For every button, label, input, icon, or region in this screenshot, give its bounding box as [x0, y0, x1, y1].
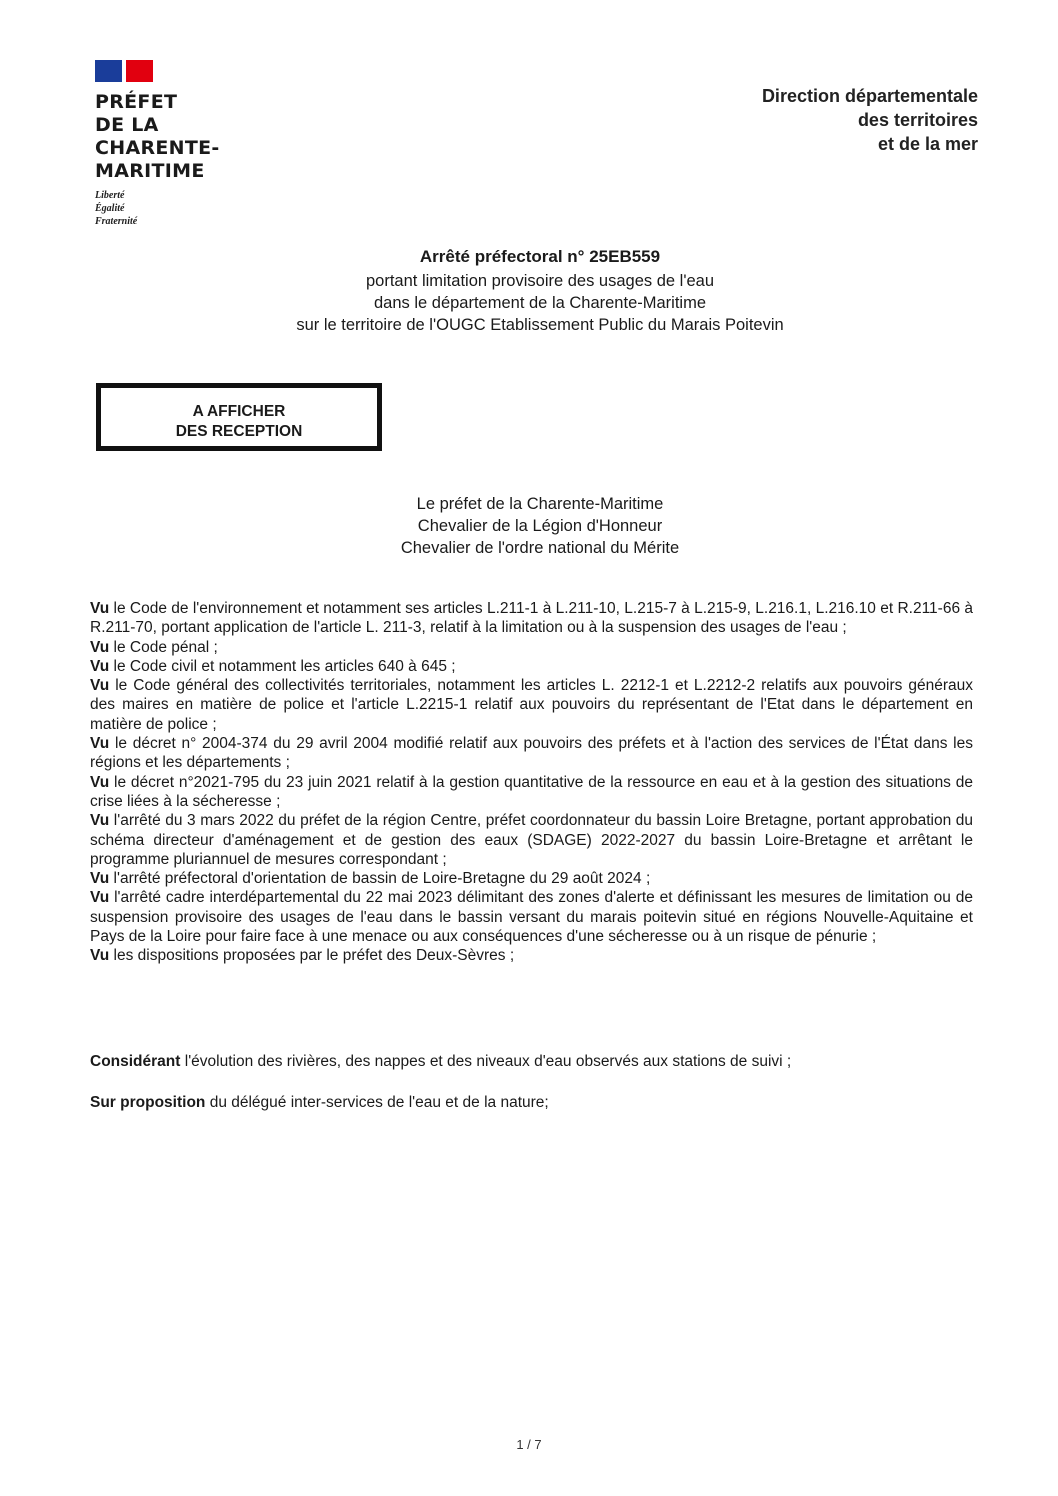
prefecture-name: PRÉFET DE LA CHARENTE- MARITIME	[95, 91, 220, 182]
legal-reference-item: Vu le décret n° 2004-374 du 29 avril 2004 modifié relatif aux pouvoirs des préfets et à l'action des services de l'État dans les régions et les départements ;	[90, 735, 973, 772]
decree-subtitle-line: dans le département de la Charente-Maritime	[373, 294, 706, 312]
decree-number: Arrêté préfectoral n° 25EB559	[419, 247, 661, 266]
legal-reference-item: Vu les dispositions proposées par le préfet des Deux-Sèvres ;	[90, 947, 515, 965]
considerant-paragraph: Considérant l'évolution des rivières, des nappes et des niveaux d'eau observés aux stations de suivi ;	[90, 1053, 792, 1070]
legal-reference-item: Vu le Code général des collectivités territoriales, notamment les articles L. 2212-1 et L.2212-2 relatifs aux pouvoirs généraux des maires en matière de police et l'article L.2215-1 relatif aux pouvoirs du représentant de l'Etat dans le département en matière de police ;	[90, 677, 973, 733]
proposition-paragraph: Sur proposition du délégué inter-services de l'eau et de la nature;	[90, 1094, 549, 1111]
prefecture-logo	[95, 60, 255, 228]
decree-title	[120, 246, 960, 336]
republic-motto: Liberté Égalité Fraternité	[95, 190, 138, 227]
legal-references-list	[90, 599, 973, 966]
legal-reference-item: Vu le Code de l'environnement et notamment ses articles L.211-1 à L.211-10, L.215-7 à L.215-9, L.216.1, L.216.10 et R.211-66 à R.211-70, portant application de l'article L. 211-3, relatif à la limitation ou à la suspension des usages de l'eau ;	[90, 600, 974, 637]
decree-subtitle-line: sur le territoire de l'OUGC Etablissement Public du Marais Poitevin	[296, 316, 784, 334]
legal-reference-item: Vu le décret n°2021-795 du 23 juin 2021 relatif à la gestion quantitative de la ressource en eau et à la gestion des situations de crise liées à la sécheresse ;	[90, 773, 973, 810]
legal-reference-item: Vu l'arrêté cadre interdépartemental du 22 mai 2023 délimitant des zones d'alerte et définissant les mesures de limitation ou de suspension provisoire des usages de l'eau dans le bassin versant du marais poitevin situé en régions Nouvelle-Aquitaine et Pays de la Loire pour faire face à une menace ou aux conséquences d'une sécheresse ou à un risque de pénurie ;	[90, 889, 973, 946]
legal-reference-item: Vu le Code civil et notamment les articles 640 à 645 ;	[90, 657, 456, 675]
marianne-flag-icon	[95, 60, 153, 82]
decree-subtitle-line: portant limitation provisoire des usages de l'eau	[365, 272, 714, 290]
issuing-direction: Direction départementale des territoires et de la mer	[761, 86, 978, 154]
page-number: 1 / 7	[516, 1437, 542, 1452]
legal-reference-item: Vu l'arrêté du 3 mars 2022 du préfet de la région Centre, préfet coordonnateur du bassin Loire Bretagne, portant approbation du schéma directeur d'aménagement et de gestion des eaux (SDAGE) 2022-2027 du bassin Loire-Bretagne et arrêtant le programme pluriannuel de mesures correspondant ;	[90, 812, 973, 868]
prefect-titles: Le préfet de la Charente-Maritime Chevalier de la Légion d'Honneur Chevalier de l'ordre national du Mérite	[400, 495, 680, 557]
legal-reference-item: Vu le Code pénal ;	[90, 638, 218, 656]
posting-notice-box: A AFFICHER DES RECEPTION	[96, 383, 382, 451]
legal-reference-item: Vu l'arrêté préfectoral d'orientation de bassin de Loire-Bretagne du 29 août 2024 ;	[90, 870, 651, 888]
